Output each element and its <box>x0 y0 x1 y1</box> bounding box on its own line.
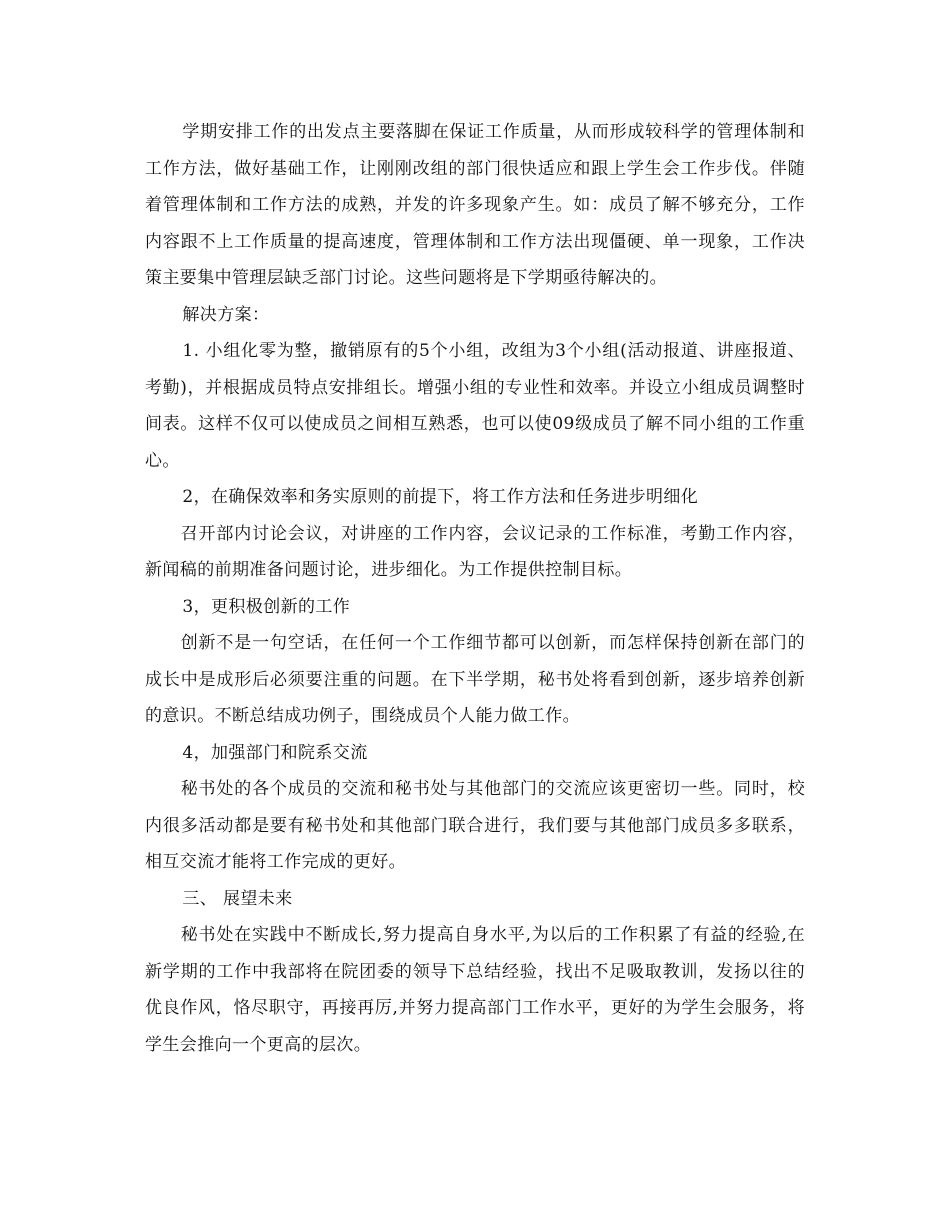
paragraph-item-1: 1. 小组化零为整，撤销原有的5个小组，改组为3个小组(活动报道、讲座报道、考勤)，并根据成员特点安排组长。增强小组的专业性和效率。并设立小组成员调整时间表。这样不仅可以使成员之间相互熟悉，也可以使09级成员了解不同小组的工作重心。 <box>145 341 805 471</box>
paragraph-solution-heading: 解决方案： <box>182 304 270 325</box>
document-body <box>145 114 805 1063</box>
paragraph-item-2-heading: 2，在确保效率和务实原则的前提下，将工作方法和任务进步明细化 <box>182 487 699 507</box>
paragraph-section-3-heading: 三、 展望未来 <box>182 888 293 909</box>
paragraph-section-3-body: 秘书处在实践中不断成长,努力提高自身水平,为以后的工作积累了有益的经验,在新学期的工作中我部将在院团委的领导下总结经验，找出不足吸取教训，发扬以往的优良作风，恪尽职守，再接再厉,并努力提高部门工作水平，更好的为学生会服务，将学生会推向一个更高的层次。 <box>145 925 805 1055</box>
paragraph-item-3-body: 创新不是一句空话，在任何一个工作细节都可以创新，而怎样保持创新在部门的成长中是成形后必须要注重的问题。在下半学期，秘书处将看到创新，逐步培养创新的意识。不断总结成功例子，围绕成员个人能力做工作。 <box>145 633 805 726</box>
paragraph-intro: 学期安排工作的出发点主要落脚在保证工作质量，从而形成较科学的管理体制和工作方法，做好基础工作，让刚刚改组的部门很快适应和跟上学生会工作步伐。伴随着管理体制和工作方法的成熟，并发的许多现象产生。如：成员了解不够充分，工作内容跟不上工作质量的提高速度，管理体制和工作方法出现僵硬、单一现象，工作决策主要集中管理层缺乏部门讨论。这些问题将是下学期亟待解决的。 <box>145 122 805 288</box>
paragraph-item-3-heading: 3，更积极创新的工作 <box>182 596 351 617</box>
paragraph-item-4-heading: 4，加强部门和院系交流 <box>182 742 368 763</box>
paragraph-item-4-body: 秘书处的各个成员的交流和秘书处与其他部门的交流应该更密切一些。同时，校内很多活动都是要有秘书处和其他部门联合进行，我们要与其他部门成员多多联系，相互交流才能将工作完成的更好。 <box>145 779 805 872</box>
paragraph-item-2-body: 召开部内讨论会议，对讲座的工作内容，会议记录的工作标准，考勤工作内容，新闻稿的前期准备问题讨论，进步细化。为工作提供控制目标。 <box>145 523 805 580</box>
